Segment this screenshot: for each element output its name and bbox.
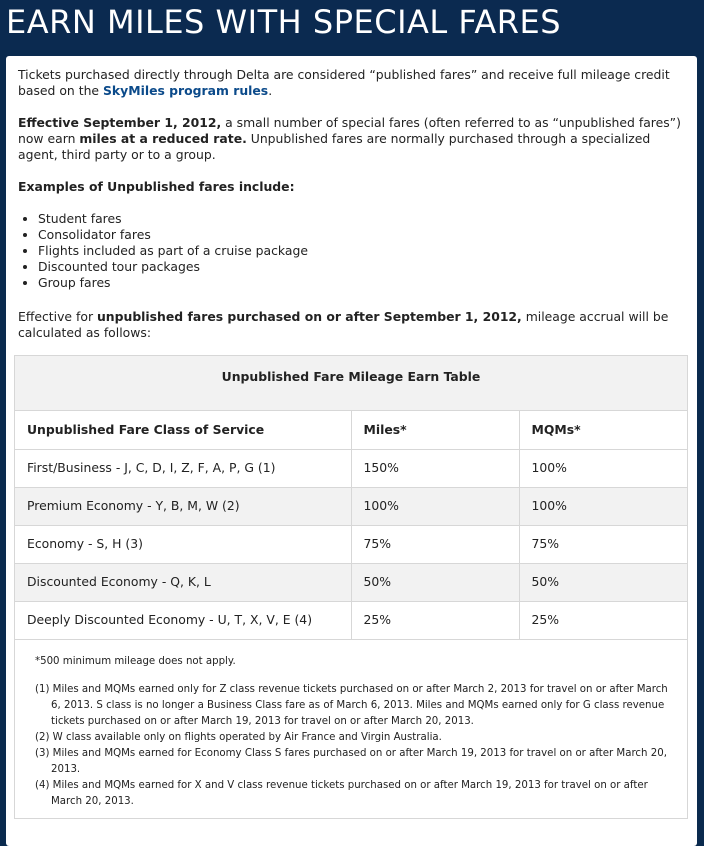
effective-text-end: Unpublished fares are normally purchased through a specialized agent, third party or to a group. [18, 131, 651, 162]
list-item: • Student fares [38, 211, 685, 227]
content-panel [6, 56, 697, 846]
mqms-cell: 100% [519, 487, 687, 525]
intro-text-end: . [268, 83, 273, 98]
fare-class-cell: Discounted Economy - Q, K, L [15, 563, 351, 601]
mqms-cell: 75% [519, 525, 687, 563]
fare-class-cell: Economy - S, H (3) [15, 525, 351, 563]
table-row [15, 525, 687, 563]
fare-class-cell: First/Business - J, C, D, I, Z, F, A, P, G (1) [15, 449, 351, 487]
effective-paragraph [18, 115, 685, 163]
table-row [15, 487, 687, 525]
effective-text: a small number of special fares (often referred to as “unpublished fares”) now earn [18, 115, 681, 146]
list-item: • Flights included as part of a cruise package [38, 243, 685, 259]
footnote: (1) Miles and MQMs earned only for Z class revenue tickets purchased on or after March 2, 2013 for travel on or after March 6, 2013. S class is no longer a Business Class fare as of March 6, 2013. Miles and MQMs earned only for G class revenue tickets purchased on or after March 19, 2013 for travel on or after March 20, 2013. [35, 683, 668, 727]
table-row [15, 601, 687, 639]
column-header-mqms: MQMs* [519, 411, 687, 449]
table-row [15, 449, 687, 487]
footnote: (4) Miles and MQMs earned for X and V class revenue tickets purchased on or after March 19, 2013 for travel on or after March 20, 2013. [35, 779, 648, 807]
intro-paragraph [18, 67, 685, 99]
intro-text: Tickets purchased directly through Delta are considered “published fares” and receive full mileage credit based on the [18, 67, 670, 98]
list-item: • Discounted tour packages [38, 259, 685, 275]
mqms-cell: 50% [519, 563, 687, 601]
table-header-row [15, 411, 687, 449]
list-item: • Group fares [38, 275, 685, 291]
mqms-cell: 25% [519, 601, 687, 639]
miles-cell: 150% [351, 449, 519, 487]
fare-class-cell: Premium Economy - Y, B, M, W (2) [15, 487, 351, 525]
accrual-bold: unpublished fares purchased on or after September 1, 2012, [96, 309, 522, 324]
footnote: (3) Miles and MQMs earned for Economy Class S fares purchased on or after March 19, 2013 for travel on or after March 20, 2013. [35, 747, 667, 775]
page-title: EARN MILES WITH SPECIAL FARES [0, 0, 704, 50]
accrual-paragraph [18, 309, 685, 341]
mqms-cell: 100% [519, 449, 687, 487]
accrual-text: Effective for [18, 309, 97, 324]
reduced-rate-text: miles at a reduced rate. [79, 131, 247, 146]
mileage-earn-table [14, 355, 688, 819]
accrual-text-end: mileage accrual will be calculated as follows: [18, 309, 669, 340]
skymiles-rules-link[interactable]: SkyMiles program rules [103, 83, 269, 98]
earn-table [15, 411, 687, 640]
footnote: (2) W class available only on flights operated by Air France and Virgin Australia. [35, 731, 442, 743]
miles-cell: 25% [351, 601, 519, 639]
table-row [15, 563, 687, 601]
fare-class-cell: Deeply Discounted Economy - U, T, X, V, E (4) [15, 601, 351, 639]
column-header-class: Unpublished Fare Class of Service [15, 411, 351, 449]
footnote-star: *500 minimum mileage does not apply. [35, 655, 236, 667]
effective-date: Effective September 1, 2012, [18, 115, 222, 130]
table-footnotes [15, 640, 687, 818]
examples-list [18, 211, 685, 291]
examples-heading: Examples of Unpublished fares include: [18, 179, 295, 194]
column-header-miles: Miles* [351, 411, 519, 449]
list-item: • Consolidator fares [38, 227, 685, 243]
miles-cell: 100% [351, 487, 519, 525]
miles-cell: 75% [351, 525, 519, 563]
table-caption: Unpublished Fare Mileage Earn Table [15, 356, 687, 411]
miles-cell: 50% [351, 563, 519, 601]
